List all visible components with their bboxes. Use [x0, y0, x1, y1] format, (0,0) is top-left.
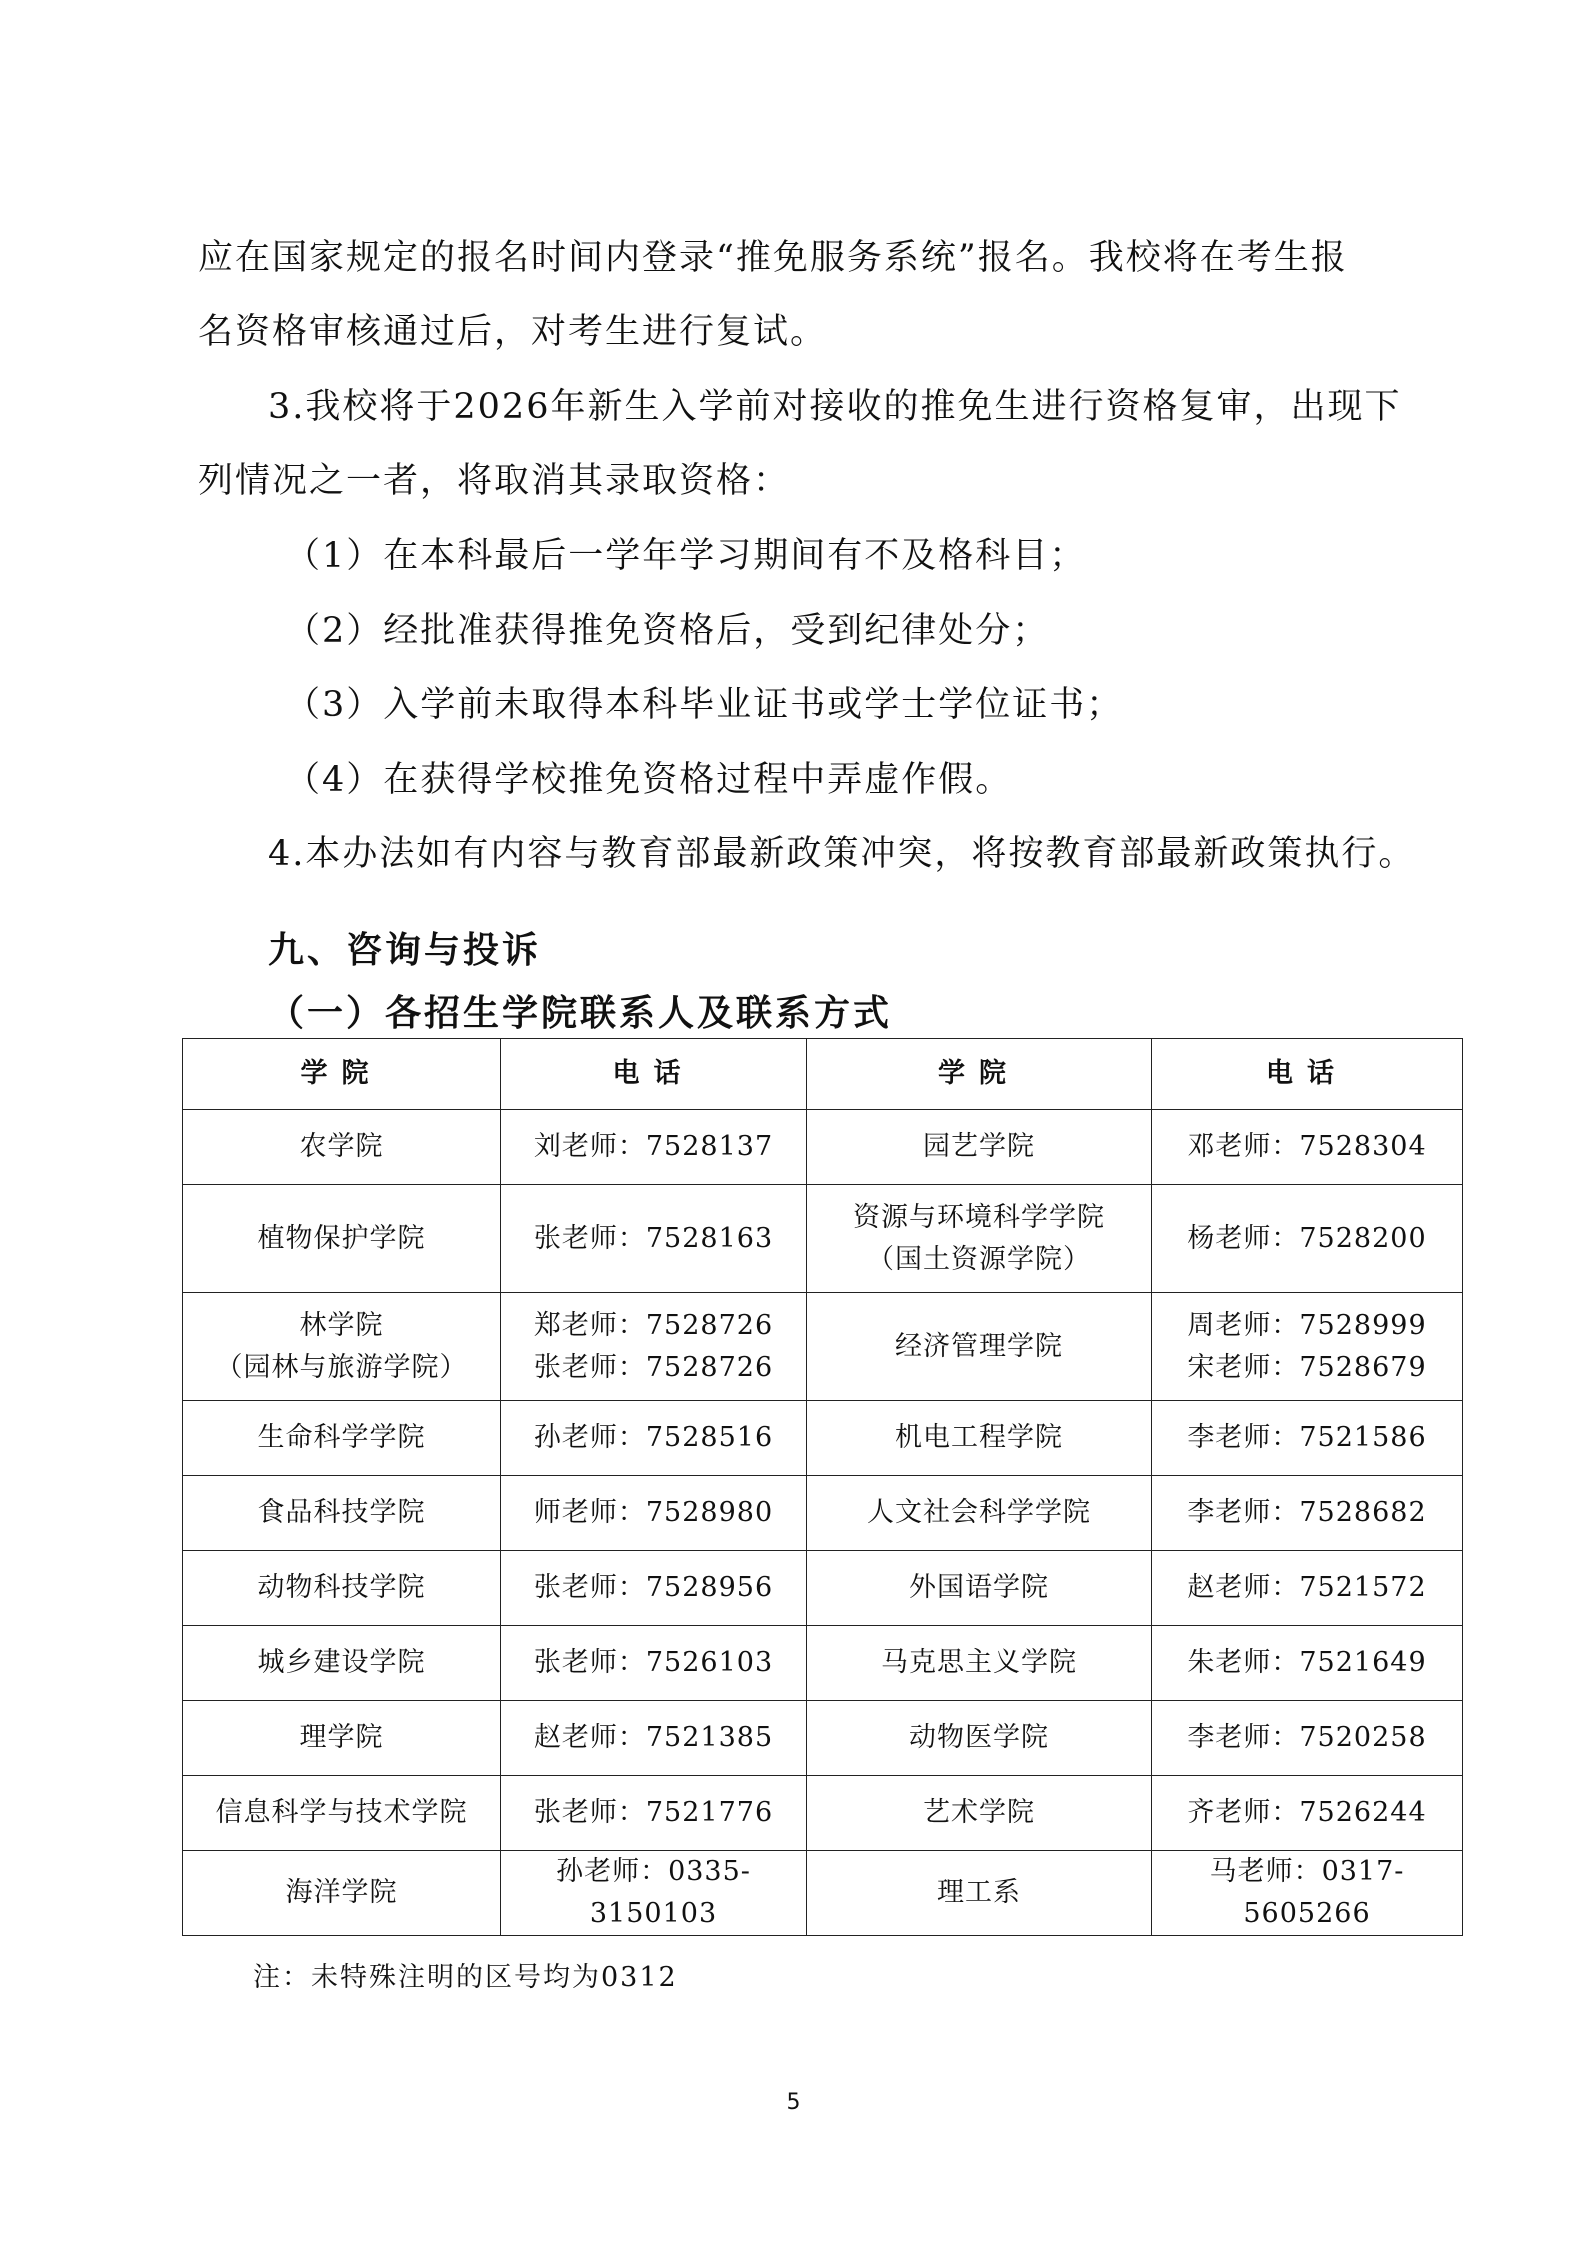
cell-line: 张老师：7528163 — [533, 1222, 774, 1254]
cell-line: 赵老师：7521385 — [533, 1722, 774, 1753]
cell-line: 理工系 — [937, 1877, 1021, 1908]
college-cell — [807, 1293, 1152, 1401]
phone-cell — [501, 1401, 807, 1476]
paragraph-line: 3.我校将于2026年新生入学前对接收的推免生进行资格复审，出现下 — [268, 387, 1402, 427]
cell-line: （国土资源学院） — [867, 1243, 1091, 1275]
college-cell — [807, 1110, 1152, 1185]
paragraph-line: 列情况之一者，将取消其录取资格： — [198, 461, 791, 501]
cell-line: 海洋学院 — [285, 1877, 398, 1908]
list-item: （2）经批准获得推免资格后，受到纪律处分； — [285, 611, 1050, 651]
section-title: 九、咨询与投诉 — [268, 930, 542, 971]
phone-cell — [501, 1293, 807, 1401]
college-cell — [183, 1776, 501, 1851]
college-cell — [807, 1551, 1152, 1626]
cell-line: 人文社会科学学院 — [867, 1497, 1091, 1528]
cell-line: 齐老师：7526244 — [1187, 1797, 1427, 1828]
paragraph-line: 名资格审核通过后，对考生进行复试。 — [198, 312, 828, 352]
cell-line: 动物医学院 — [909, 1722, 1049, 1753]
phone-cell — [1152, 1293, 1463, 1401]
header-phone: 电话 — [1152, 1039, 1463, 1110]
phone-cell — [1152, 1776, 1463, 1851]
cell-line: 师老师：7528980 — [533, 1497, 774, 1528]
college-cell — [183, 1701, 501, 1776]
contacts-table — [182, 1038, 1463, 1936]
college-cell — [807, 1851, 1152, 1936]
list-item: （3）入学前未取得本科毕业证书或学士学位证书； — [285, 685, 1124, 725]
cell-line: 经济管理学院 — [895, 1330, 1063, 1362]
phone-cell — [501, 1110, 807, 1185]
college-cell — [183, 1851, 501, 1936]
college-cell — [807, 1401, 1152, 1476]
cell-line: 农学院 — [299, 1131, 384, 1162]
cell-line: 信息科学与技术学院 — [215, 1797, 468, 1828]
cell-line: 李老师：7521586 — [1187, 1422, 1427, 1453]
college-cell — [807, 1776, 1152, 1851]
table-row — [183, 1401, 1463, 1476]
cell-line: 资源与环境科学学院 — [853, 1201, 1105, 1233]
table-row — [183, 1851, 1463, 1936]
cell-line: 艺术学院 — [923, 1797, 1035, 1828]
cell-line: 马老师：0317-5605266 — [1209, 1856, 1405, 1929]
cell-line: 园艺学院 — [923, 1131, 1035, 1162]
phone-cell — [1152, 1110, 1463, 1185]
college-cell — [183, 1476, 501, 1551]
college-cell — [807, 1701, 1152, 1776]
cell-line: 理学院 — [299, 1722, 384, 1753]
cell-line: 杨老师：7528200 — [1187, 1222, 1427, 1254]
phone-cell — [1152, 1401, 1463, 1476]
cell-line: 孙老师：0335-3150103 — [556, 1856, 751, 1929]
cell-line: 马克思主义学院 — [881, 1647, 1077, 1678]
college-cell — [807, 1626, 1152, 1701]
cell-line: 张老师：7521776 — [533, 1797, 774, 1828]
college-cell — [807, 1476, 1152, 1551]
phone-cell — [1152, 1551, 1463, 1626]
table-note: 注：未特殊注明的区号均为0312 — [253, 1962, 678, 1993]
phone-cell — [501, 1776, 807, 1851]
cell-line: 植物保护学院 — [257, 1222, 426, 1254]
cell-line: 外国语学院 — [909, 1572, 1049, 1603]
college-cell — [807, 1185, 1152, 1293]
table-row — [183, 1293, 1463, 1401]
paragraph-line: 4.本办法如有内容与教育部最新政策冲突，将按教育部最新政策执行。 — [268, 834, 1416, 874]
page-number: 5 — [786, 2090, 801, 2115]
cell-line: 食品科技学院 — [257, 1497, 426, 1528]
college-cell — [183, 1401, 501, 1476]
phone-cell — [501, 1476, 807, 1551]
college-cell — [183, 1185, 501, 1293]
cell-line: 李老师：7520258 — [1187, 1722, 1427, 1753]
table-row — [183, 1110, 1463, 1185]
cell-line: 张老师：7528726 — [533, 1351, 774, 1383]
table-header-row — [183, 1039, 1463, 1110]
phone-cell — [501, 1701, 807, 1776]
cell-line: 生命科学学院 — [257, 1422, 426, 1453]
header-college: 学院 — [807, 1039, 1152, 1110]
cell-line: 周老师：7528999 — [1187, 1309, 1427, 1341]
section-subtitle: （一）各招生学院联系人及联系方式 — [268, 993, 893, 1034]
paragraph-line: 应在国家规定的报名时间内登录“推免服务系统”报名。我校将在考生报 — [198, 238, 1348, 278]
header-phone: 电话 — [501, 1039, 807, 1110]
cell-line: 刘老师：7528137 — [533, 1131, 774, 1162]
phone-cell — [501, 1851, 807, 1936]
list-item: （4）在获得学校推免资格过程中弄虚作假。 — [285, 760, 1013, 800]
phone-cell — [1152, 1701, 1463, 1776]
table-row — [183, 1776, 1463, 1851]
cell-line: 赵老师：7521572 — [1187, 1572, 1427, 1603]
cell-line: 李老师：7528682 — [1187, 1497, 1427, 1528]
phone-cell — [1152, 1185, 1463, 1293]
list-item: （1）在本科最后一学年学习期间有不及格科目； — [285, 536, 1087, 576]
cell-line: 张老师：7528956 — [533, 1572, 774, 1603]
phone-cell — [1152, 1476, 1463, 1551]
header-college: 学院 — [183, 1039, 501, 1110]
college-cell — [183, 1293, 501, 1401]
phone-cell — [501, 1551, 807, 1626]
cell-line: 林学院 — [299, 1309, 384, 1341]
college-cell — [183, 1551, 501, 1626]
phone-cell — [1152, 1626, 1463, 1701]
table-row — [183, 1185, 1463, 1293]
cell-line: 郑老师：7528726 — [533, 1309, 774, 1341]
table-row — [183, 1476, 1463, 1551]
phone-cell — [501, 1185, 807, 1293]
cell-line: 城乡建设学院 — [257, 1647, 426, 1678]
cell-line: 张老师：7526103 — [533, 1647, 774, 1678]
phone-cell — [501, 1626, 807, 1701]
table-row — [183, 1626, 1463, 1701]
college-cell — [183, 1626, 501, 1701]
table-row — [183, 1551, 1463, 1626]
cell-line: 朱老师：7521649 — [1187, 1647, 1427, 1678]
cell-line: 邓老师：7528304 — [1187, 1131, 1427, 1162]
cell-line: 孙老师：7528516 — [533, 1422, 774, 1453]
cell-line: 宋老师：7528679 — [1187, 1351, 1427, 1383]
cell-line: （园林与旅游学院） — [215, 1351, 468, 1383]
college-cell — [183, 1110, 501, 1185]
cell-line: 动物科技学院 — [257, 1572, 426, 1603]
cell-line: 机电工程学院 — [895, 1422, 1063, 1453]
phone-cell — [1152, 1851, 1463, 1936]
table-row — [183, 1701, 1463, 1776]
